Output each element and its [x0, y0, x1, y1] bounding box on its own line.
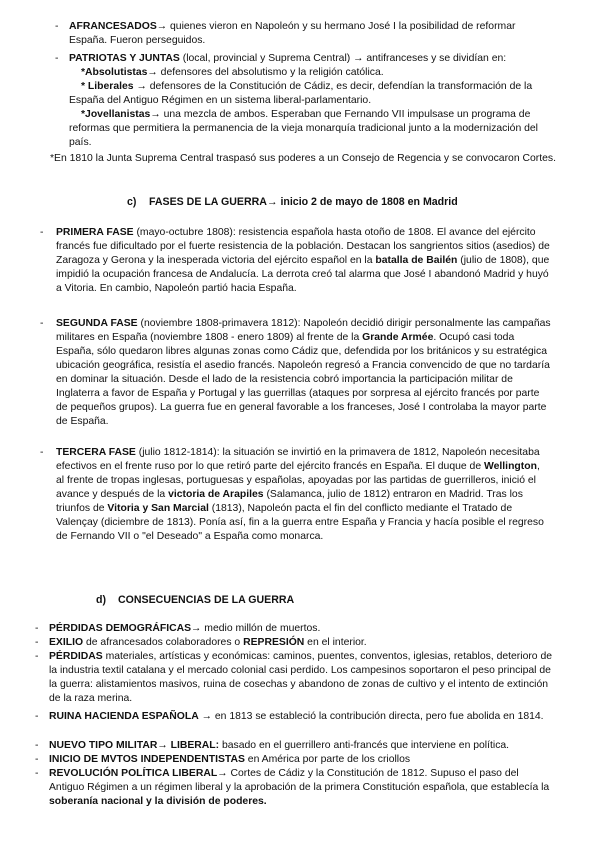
consequence-text: → en 1813 se estableció la contribución directa, pero fue abolida en 1814. — [198, 711, 544, 722]
phase-text: (Salamanca, julio de 1812) entraron en Madrid. Tras los triunfos de — [56, 489, 523, 514]
consequence-text: materiales, artísticas y económicas: caminos, puentes, conventos, iglesias, retablos, deterioro de la industria textil catalana y el mercado colonial casi perdido. Los campesinos soportaron el peso principal de la guerra: alistamientos masivos, ruina de cosechas y abandono de zonas de cultivo y el intento de extinción de la raza merina. — [49, 651, 553, 704]
term-jovellanistas: *Jovellanistas — [81, 109, 151, 120]
bullet-dash: - — [55, 21, 59, 32]
phase-text: (julio 1812-1814): la situación se invirtió en la primavera de 1812, Napoleón necesitaba efectivos en el frente ruso por lo que retiró parte del ejército francés en España. El duque de — [56, 447, 540, 472]
list-item-patriotas — [69, 52, 553, 66]
phase-segunda — [56, 317, 552, 429]
consequence-text: → medio millón de muertos. — [191, 623, 321, 634]
term-patriotas: PATRIOTAS Y JUNTAS — [69, 53, 180, 64]
phase-term: PRIMERA FASE — [56, 227, 134, 238]
term-liberales: * Liberales — [81, 81, 134, 92]
phase-bold: victoria de Arapiles — [168, 489, 264, 500]
phase-text: (1813), Napoleón pacta el fin del conflicto mediante el Tratado de Valençay (diciembre de 1813). Ponía así, fin a la guerra entre España y Francia y hacía posible el regreso de Fernando VII o "el Deseado" a España como monarca. — [56, 503, 544, 542]
phase-text: , al frente de tropas inglesas, portuguesas y españolas, apoyadas por las partidas de guerrilleros, inició el avance y después de la — [56, 461, 540, 500]
item-text: → una mezcla de ambos. Esperaban que Fernando VII impulsase un programa de reformas que permitiera la permanencia de la vieja monarquía tradicional junto a la modernización del país. — [69, 109, 538, 148]
bullet-dash: - — [40, 227, 44, 238]
phase-bold: Wellington — [484, 461, 537, 472]
consequence-term: REVOLUCIÓN POLÍTICA LIBERAL — [49, 768, 218, 779]
phase-text: . Ocupó casi toda España, sólo quedaron libres algunas zonas como Cádiz que, defendida por los británicos y su estratégica ubicación geográfica, resistía el asedio francés. Napoleón regresó a Francia convencido de que no tardaría en dominar la situación. Desde el lado de la resistencia cobró importancia la participación militar de Inglaterra a favor de España y Portugal y las guerrillas (ataques por sorpresa al ejército francés por parte de pequeños grupos). La guerra fue en general favorable a los franceses, José I controlaba la mayor parte de España. — [56, 332, 550, 427]
phase-tercera — [56, 446, 550, 544]
section-letter: c) — [127, 196, 137, 208]
consequence-item — [49, 650, 555, 706]
phase-text: (julio de 1808), que impidió la ocupación francesa de Andalucía. La derrota creó tal alarma que José I abandonó Madrid y huyó a Vitoria. En cambio, Napoleón partió hacia España. — [56, 255, 550, 294]
consequence-term: soberanía nacional y la división de poderes. — [49, 796, 267, 807]
phase-term: SEGUNDA FASE — [56, 318, 138, 329]
consequence-term: PÉRDIDAS — [49, 651, 103, 662]
phase-term: TERCERA FASE — [56, 447, 136, 458]
arrow: → — [156, 21, 168, 32]
phase-bold: Vitoria y San Marcial — [107, 503, 209, 514]
list-item-afrancesados — [69, 20, 553, 48]
phase-text: (mayo-octubre 1808): resistencia española hasta otoño de 1808. El avance del ejército francés fue dificultado por el fuerte resistencia de la población. Destacan los sangrientos sitios (asedios) de Zaragoza y Gerona y la inesperada victoria del ejército español en la — [56, 227, 550, 266]
item-text: quienes vieron en Napoleón y su hermano José I la posibilidad de reformar España. Fueron perseguidos. — [69, 21, 516, 46]
phase-bold: batalla de Bailén — [375, 255, 458, 266]
consequence-term: EXILIO — [49, 637, 84, 648]
consequence-item — [49, 767, 555, 809]
consequence-text: basado en el guerrillero anti-francés que interviene en política. — [219, 740, 510, 751]
consequence-term: RUINA HACIENDA ESPAÑOLA — [49, 711, 199, 722]
sub-item-absolutistas — [69, 66, 549, 80]
consequence-text: en el interior. — [304, 637, 367, 648]
bullet-dash: - — [40, 447, 44, 458]
term-absolutistas: *Absolutistas — [81, 67, 148, 78]
bullet-dash: - — [55, 53, 59, 64]
consequence-item — [49, 636, 555, 650]
section-letter: d) — [96, 594, 106, 606]
bullet-dash: - — [35, 711, 39, 722]
consequence-term: PÉRDIDAS DEMOGRÁFICAS — [49, 623, 192, 634]
bullet-dash: - — [35, 651, 39, 662]
item-text: → defensores del absolutismo y la religión católica. — [147, 67, 384, 78]
phase-primera — [56, 226, 550, 296]
regencia-note: *En 1810 la Junta Suprema Central traspasó sus poderes a un Consejo de Regencia y se convocaron Cortes. — [50, 153, 556, 164]
sub-item-jovellanistas — [69, 108, 545, 150]
bullet-dash: - — [40, 318, 44, 329]
phase-text: (noviembre 1808-primavera 1812): Napoleón decidió dirigir personalmente las campañas militares en España (noviembre 1808 - enero 1809) al frente de la — [56, 318, 551, 343]
consequence-term: REPRESIÓN — [243, 637, 305, 648]
consequence-item — [49, 753, 555, 767]
bullet-dash: - — [35, 637, 39, 648]
consequence-text: en América por parte de los criollos — [244, 754, 411, 765]
bullet-dash: - — [35, 740, 39, 751]
consequence-item — [49, 710, 555, 724]
consequence-text: de afrancesados colaboradores o — [83, 637, 244, 648]
section-c-heading — [127, 195, 547, 209]
section-d-heading — [96, 593, 516, 607]
consequence-item — [49, 622, 555, 636]
sub-item-liberales — [69, 80, 549, 108]
item-text: → defensores de la Constitución de Cádiz, es decir, defendían la transformación de la España del Antiguo Régimen en un sistema liberal-parlamentario. — [69, 81, 533, 106]
term-afrancesados: AFRANCESADOS — [69, 21, 157, 32]
item-text: (local, provincial y Suprema Central) → antifranceses y se dividían en: — [179, 53, 507, 64]
consequence-text: → Cortes de Cádiz y la Constitución de 1812. Supuso el paso del Antiguo Régimen a un régimen liberal y la aprobación de la primera Constitución española, que establecía la — [49, 768, 550, 793]
consequence-term: NUEVO TIPO MILITAR→ LIBERAL: — [49, 740, 220, 751]
consequence-term: INICIO DE MVTOS INDEPENDENTISTAS — [49, 754, 245, 765]
phase-bold: Grande Armée — [362, 332, 434, 343]
bullet-dash: - — [35, 768, 39, 779]
bullet-dash: - — [35, 623, 39, 634]
section-title: FASES DE LA GUERRA→ inicio 2 de mayo de 1808 en Madrid — [149, 196, 458, 208]
bullet-dash: - — [35, 754, 39, 765]
consequence-item — [49, 739, 555, 753]
section-title: CONSECUENCIAS DE LA GUERRA — [118, 594, 295, 606]
